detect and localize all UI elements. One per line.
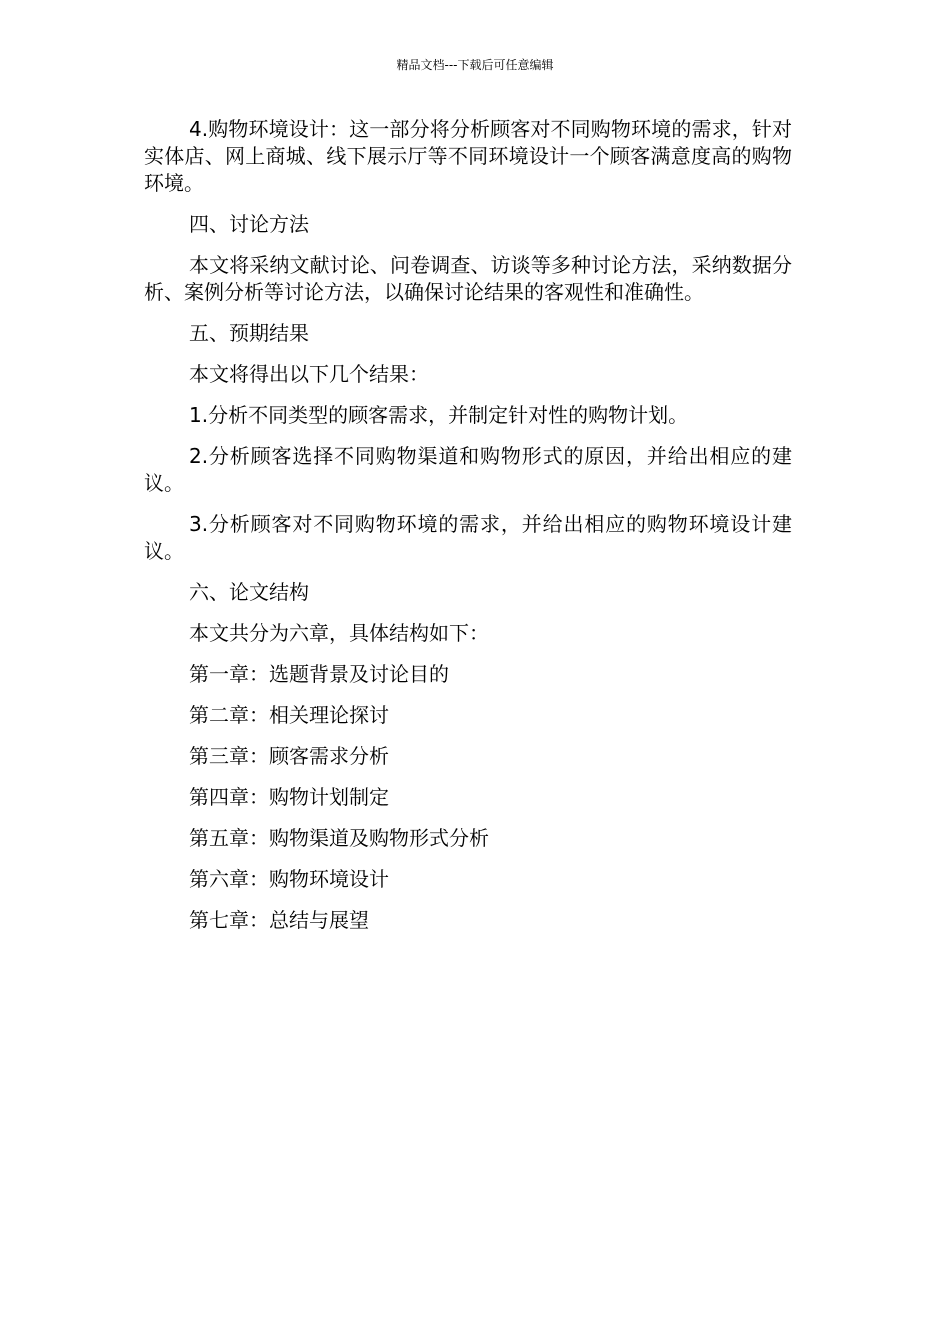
paragraph-results-intro: 本文将得出以下几个结果： <box>189 362 429 386</box>
list-item-result-1: 1.分析不同类型的顾客需求，并制定针对性的购物计划。 <box>189 403 689 427</box>
chapter-item-2: 第二章：相关理论探讨 <box>189 703 389 727</box>
section-heading-research-methods: 四、讨论方法 <box>189 212 309 236</box>
section-heading-paper-structure: 六、论文结构 <box>189 580 309 604</box>
list-item-result-3: 3.分析顾客对不同购物环境的需求，并给出相应的购物环境设计建议。 <box>144 512 792 563</box>
paragraph-research-methods: 本文将采纳文献讨论、问卷调查、访谈等多种讨论方法，采纳数据分析、案例分析等讨论方法，以确保讨论结果的客观性和准确性。 <box>144 253 792 304</box>
chapter-item-6: 第六章：购物环境设计 <box>189 867 389 891</box>
paragraph-shopping-environment-design: 4.购物环境设计：这一部分将分析顾客对不同购物环境的需求，针对实体店、网上商城、线下展示厅等不同环境设计一个顾客满意度高的购物环境。 <box>144 117 792 195</box>
chapter-item-4: 第四章：购物计划制定 <box>189 785 389 809</box>
section-heading-expected-results: 五、预期结果 <box>189 321 309 345</box>
page-header: 精品文档---下载后可任意编辑 <box>396 58 554 72</box>
chapter-item-7: 第七章：总结与展望 <box>189 908 369 932</box>
chapter-item-3: 第三章：顾客需求分析 <box>189 744 389 768</box>
paragraph-structure-intro: 本文共分为六章，具体结构如下： <box>189 621 489 645</box>
chapter-item-5: 第五章：购物渠道及购物形式分析 <box>189 826 489 850</box>
document-body <box>144 116 792 948</box>
chapter-item-1: 第一章：选题背景及讨论目的 <box>189 662 449 686</box>
list-item-result-2: 2.分析顾客选择不同购物渠道和购物形式的原因，并给出相应的建议。 <box>144 444 792 495</box>
